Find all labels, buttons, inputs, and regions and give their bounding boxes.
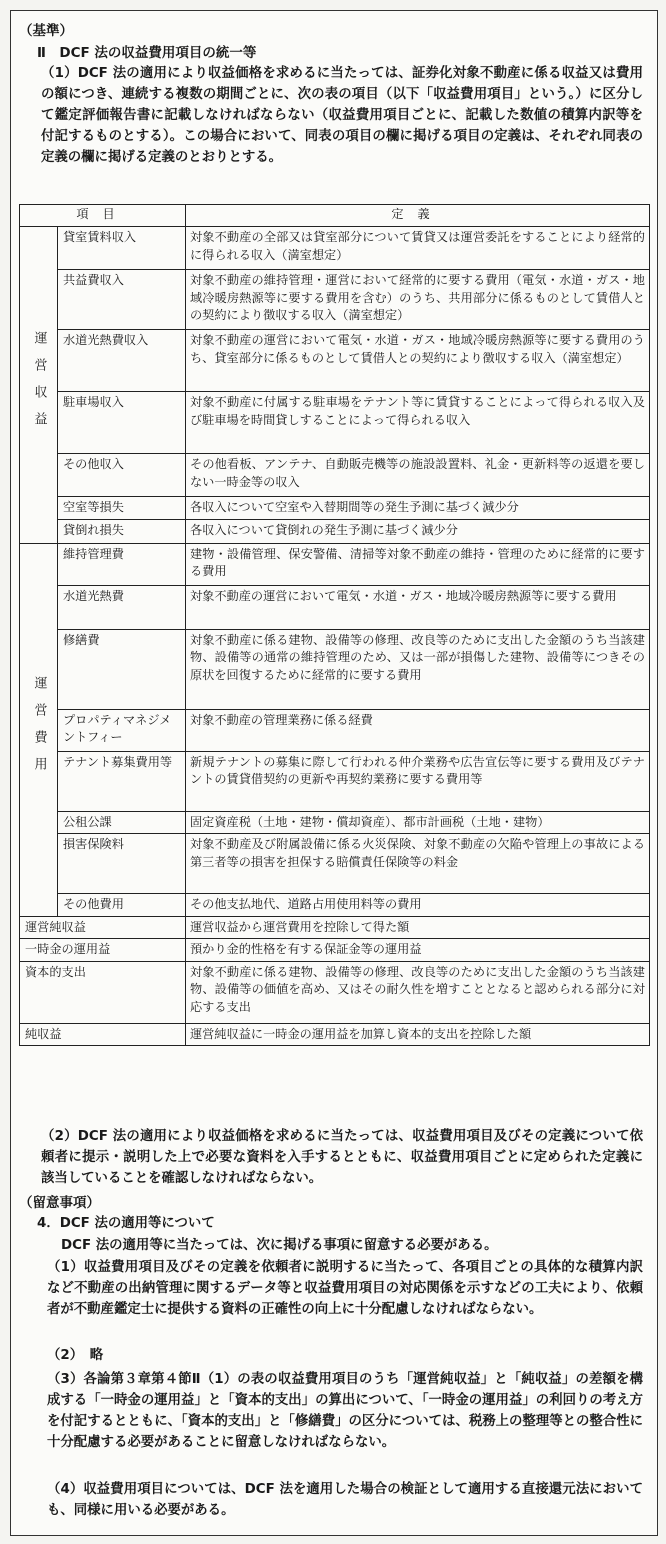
table-row	[20, 916, 650, 939]
section-standard-label: （基準）	[19, 23, 73, 39]
table-row	[20, 1023, 650, 1046]
note-4-title: 4．DCF 法の適用等について	[37, 1216, 215, 1231]
row-definition: 対象不動産の管理業務に係る経費	[186, 709, 650, 751]
row-definition: 建物・設備管理、保安警備、清掃等対象不動産の維持・管理のために経常的に要する費用	[186, 543, 650, 585]
row-item: 水道光熱費収入	[58, 330, 186, 392]
note-4-item-3: （3）各論第３章第４節Ⅱ（1）の表の収益費用項目のうち「運営純収益」と「純収益」の差額を構成する「一時金の運用益」と「資本的支出」の算出について、「一時金の運用益」の利回りの考え方を付記するとともに、「資本的支出」と「修繕費」の区分については、税務上の整理等との整合性に十分配慮する必要があることに留意しなければならない。	[47, 1372, 643, 1450]
table-row	[20, 751, 650, 811]
row-definition: 対象不動産に付属する駐車場をテナント等に賃貸することによって得られる収入及び駐車場を時間貸しすることによって得られる収入	[186, 392, 650, 454]
row-item: 一時金の運用益	[20, 939, 186, 962]
table-row	[20, 585, 650, 629]
table-row	[20, 519, 650, 543]
income-expense-table	[19, 204, 650, 1046]
table-row	[20, 811, 650, 834]
row-definition: 固定資産税（土地・建物・償却資産）、都市計画税（土地・建物）	[186, 811, 650, 834]
row-item: 資本的支出	[20, 961, 186, 1023]
header-definition: 定義	[186, 205, 650, 227]
table-row	[20, 543, 650, 585]
row-definition: 預かり金的性格を有する保証金等の運用益	[186, 939, 650, 962]
row-definition: その他看板、アンテナ、自動販売機等の施設設置料、礼金・更新料等の返還を要しない一時金等の収入	[186, 454, 650, 497]
row-item: プロパティマネジメントフィー	[58, 709, 186, 751]
row-item: 貸倒れ損失	[58, 519, 186, 543]
note-4-item-4: （4）収益費用項目については、DCF 法を適用した場合の検証として適用する直接還元法においても、同様に用いる必要がある。	[47, 1482, 643, 1518]
row-item: 貸室賃料収入	[58, 227, 186, 270]
row-definition: 各収入について空室や入替期間等の発生予測に基づく減少分	[186, 497, 650, 520]
row-item: 水道光熱費	[58, 585, 186, 629]
table-row	[20, 629, 650, 709]
table-header-row	[20, 205, 650, 227]
row-item: テナント募集費用等	[58, 751, 186, 811]
table-row	[20, 392, 650, 454]
paragraph-1: （1）DCF 法の適用により収益価格を求めるに当たっては、証券化対象不動産に係る収益又は費用の額につき、連続する複数の期間ごとに、次の表の項目（以下「収益費用項目」という。）に区分して鑑定評価報告書に記載しなければならない（収益費用項目ごとに、記載した数値の積算内訳等を付記するものとする）。この場合において、同表の項目の欄に掲げる項目の定義は、それぞれ同表の定義の欄に掲げる定義のとおりとする。	[41, 66, 643, 165]
row-definition: 対象不動産の運営において電気・水道・ガス・地域冷暖房熱源等に要する費用	[186, 585, 650, 629]
row-item: 共益費収入	[58, 270, 186, 330]
row-definition: 対象不動産の維持管理・運営において経常的に要する費用（電気・水道・ガス・地域冷暖房熱源等に要する費用を含む）のうち、共用部分に係るものとして賃借人との契約により徴収する収入（満室想定）	[186, 270, 650, 330]
row-item: 損害保険料	[58, 834, 186, 894]
table-row	[20, 270, 650, 330]
document-page	[10, 10, 658, 1536]
table-row	[20, 497, 650, 520]
table-row	[20, 834, 650, 894]
row-definition: その他支払地代、道路占用使用料等の費用	[186, 894, 650, 917]
note-4-intro: DCF 法の適用等に当たっては、次に掲げる事項に留意する必要がある。	[61, 1238, 498, 1253]
row-definition: 新規テナントの募集に際して行われる仲介業務や広告宣伝等に要する費用及びテナントの賃貸借契約の更新や再契約業務に要する費用等	[186, 751, 650, 811]
row-definition: 対象不動産に係る建物、設備等の修理、改良等のために支出した金額のうち当該建物、設備等の通常の維持管理のため、又は一部が損傷した建物、設備等につきその原状を回復するために経常的に要する費用	[186, 629, 650, 709]
row-item: その他費用	[58, 894, 186, 917]
row-item: その他収入	[58, 454, 186, 497]
row-definition: 対象不動産に係る建物、設備等の修理、改良等のために支出した金額のうち当該建物、設備等の価値を高め、又はその耐久性を増すこととなると認められる部分に対応する支出	[186, 961, 650, 1023]
table-row	[20, 961, 650, 1023]
note-4-item-1: （1）収益費用項目及びその定義を依頼者に説明するに当たって、各項目ごとの具体的な積算内訳など不動産の出納管理に関するデータ等と収益費用項目の対応関係を示すなどの工夫により、依頼者が不動産鑑定士に提供する資料の正確性の向上に十分配慮しなければならない。	[47, 1260, 643, 1317]
row-item: 維持管理費	[58, 543, 186, 585]
note-4-item-2: （2） 略	[47, 1348, 104, 1363]
row-item: 運営純収益	[20, 916, 186, 939]
row-definition: 対象不動産の全部又は貸室部分について賃貸又は運営委託をすることにより経常的に得られる収入（満室想定）	[186, 227, 650, 270]
group-operating-income: 運営収益	[20, 227, 58, 544]
row-item: 修繕費	[58, 629, 186, 709]
table-row	[20, 939, 650, 962]
table-row	[20, 330, 650, 392]
row-definition: 運営収益から運営費用を控除して得た額	[186, 916, 650, 939]
table-row	[20, 894, 650, 917]
row-definition: 各収入について貸倒れの発生予測に基づく減少分	[186, 519, 650, 543]
row-item: 駐車場収入	[58, 392, 186, 454]
header-item: 項目	[20, 205, 186, 227]
section-heading: Ⅱ DCF 法の収益費用項目の統一等	[37, 45, 257, 61]
group-operating-expense: 運営費用	[20, 543, 58, 916]
section-notes-label: （留意事項）	[19, 1195, 100, 1211]
paragraph-2: （2）DCF 法の適用により収益価格を求めるに当たっては、収益費用項目及びその定義について依頼者に提示・説明した上で必要な資料を入手するとともに、収益費用項目ごとに定められた定義に該当していることを確認しなければならない。	[41, 1129, 643, 1186]
row-item: 公租公課	[58, 811, 186, 834]
row-definition: 運営純収益に一時金の運用益を加算し資本的支出を控除した額	[186, 1023, 650, 1046]
row-item: 純収益	[20, 1023, 186, 1046]
table-row	[20, 227, 650, 270]
table-row	[20, 709, 650, 751]
row-definition: 対象不動産及び附属設備に係る火災保険、対象不動産の欠陥や管理上の事故による第三者等の損害を担保する賠償責任保険等の料金	[186, 834, 650, 894]
table-row	[20, 454, 650, 497]
row-item: 空室等損失	[58, 497, 186, 520]
row-definition: 対象不動産の運営において電気・水道・ガス・地域冷暖房熱源等に要する費用のうち、貸室部分に係るものとして賃借人との契約により徴収する収入（満室想定）	[186, 330, 650, 392]
